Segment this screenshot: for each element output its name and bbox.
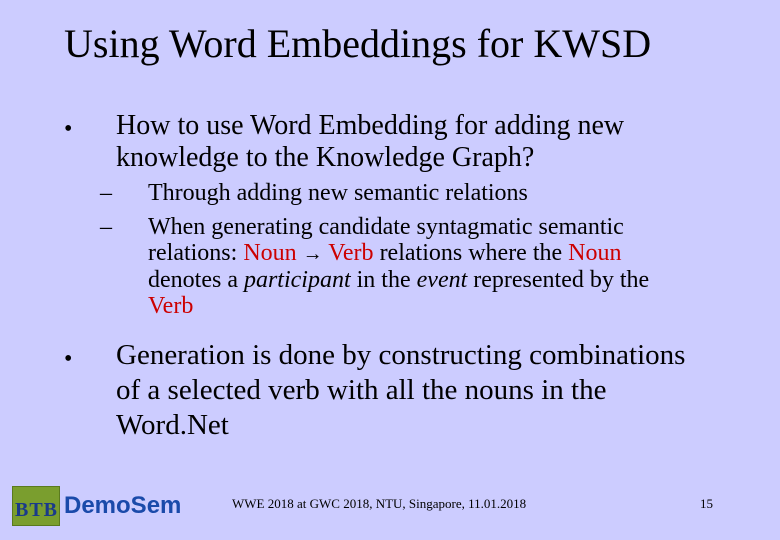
arrow-icon: → [302, 243, 323, 265]
logo [12, 486, 192, 526]
bullet-2-line-2: of a selected verb with all the nouns in the [116, 374, 607, 406]
verb-term: Verb [328, 240, 374, 266]
sub-bullet-2-line-1: When generating candidate syntagmatic semantic [148, 214, 624, 240]
logo-icon [12, 486, 60, 526]
bullet-marker: • [64, 346, 73, 372]
sub-bullet-2-line-4: Verb [148, 293, 194, 319]
slide-title: Using Word Embeddings for KWSD [64, 21, 652, 66]
bullet-marker: • [64, 116, 73, 142]
sub-bullet-2-line-2 [148, 240, 649, 267]
logo-name: DemoSem [64, 492, 182, 519]
page-number: 15 [700, 496, 713, 511]
text-run: in the [350, 267, 417, 293]
bullet-1-line-2: knowledge to the Knowledge Graph? [116, 142, 535, 173]
footer-text: WWE 2018 at GWC 2018, NTU, Singapore, 11.01.2018 [232, 496, 527, 511]
bullet-1-line-1: How to use Word Embedding for adding new [116, 110, 625, 141]
text-run: relations where the [373, 240, 569, 266]
text-run: relations: [148, 240, 244, 266]
sub-bullet-1: Through adding new semantic relations [148, 180, 528, 206]
sub-bullet-2 [148, 214, 649, 319]
noun-term: Noun [568, 240, 622, 266]
participant-term: participant [243, 267, 351, 293]
noun-term: Noun [243, 240, 297, 266]
bullet-1 [116, 110, 624, 174]
bullet-2 [116, 338, 685, 443]
bullet-2-line-1: Generation is done by constructing combinations [116, 339, 686, 371]
text-run: represented by the [467, 267, 650, 293]
logo-letters: BTB [15, 499, 59, 521]
sub-bullet-2-line-3 [148, 267, 649, 293]
dash-marker: – [100, 180, 112, 206]
text-run: denotes a [148, 267, 244, 293]
dash-marker: – [100, 214, 112, 240]
event-term: event [416, 267, 468, 293]
bullet-2-line-3: Word.Net [116, 409, 229, 441]
